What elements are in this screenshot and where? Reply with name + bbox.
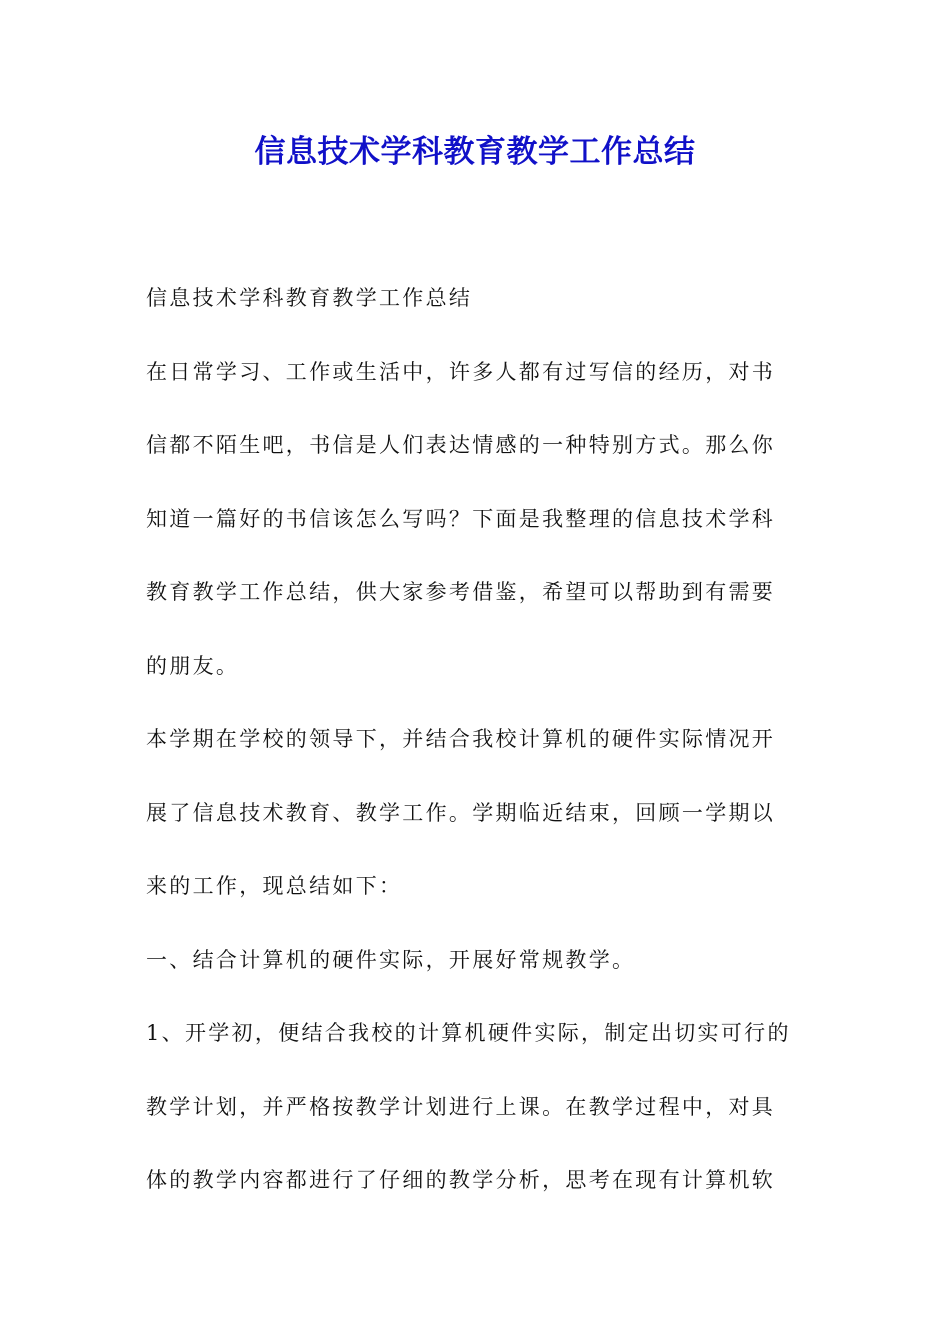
body-line: 知道一篇好的书信该怎么写吗？下面是我整理的信息技术学科 — [146, 506, 776, 531]
body-line: 教育教学工作总结，供大家参考借鉴，希望可以帮助到有需要 — [146, 580, 776, 604]
body-line: 的朋友。 — [146, 653, 240, 678]
body-line: 来的工作，现总结如下： — [146, 874, 403, 898]
body-line: 信都不陌生吧，书信是人们表达情感的一种特别方式。那么你 — [146, 433, 776, 457]
document-title: 信息技术学科教育教学工作总结 — [254, 134, 696, 170]
body-line: 展了信息技术教育、教学工作。学期临近结束，回顾一学期以 — [146, 800, 776, 825]
document-body — [146, 262, 808, 1218]
body-line: 体的教学内容都进行了仔细的教学分析，思考在现有计算机软 — [146, 1168, 776, 1192]
body-line: 教学计划，并严格按教学计划进行上课。在教学过程中，对具 — [146, 1094, 776, 1119]
body-line: 在日常学习、工作或生活中，许多人都有过写信的经历，对书 — [146, 359, 776, 384]
body-line: 信息技术学科教育教学工作总结 — [146, 286, 473, 310]
body-line: 1、开学初，便结合我校的计算机硬件实际，制定出切实可行的 — [146, 1021, 791, 1045]
body-line: 本学期在学校的领导下，并结合我校计算机的硬件实际情况开 — [146, 727, 776, 751]
body-line: 一、结合计算机的硬件实际，开展好常规教学。 — [146, 947, 636, 972]
